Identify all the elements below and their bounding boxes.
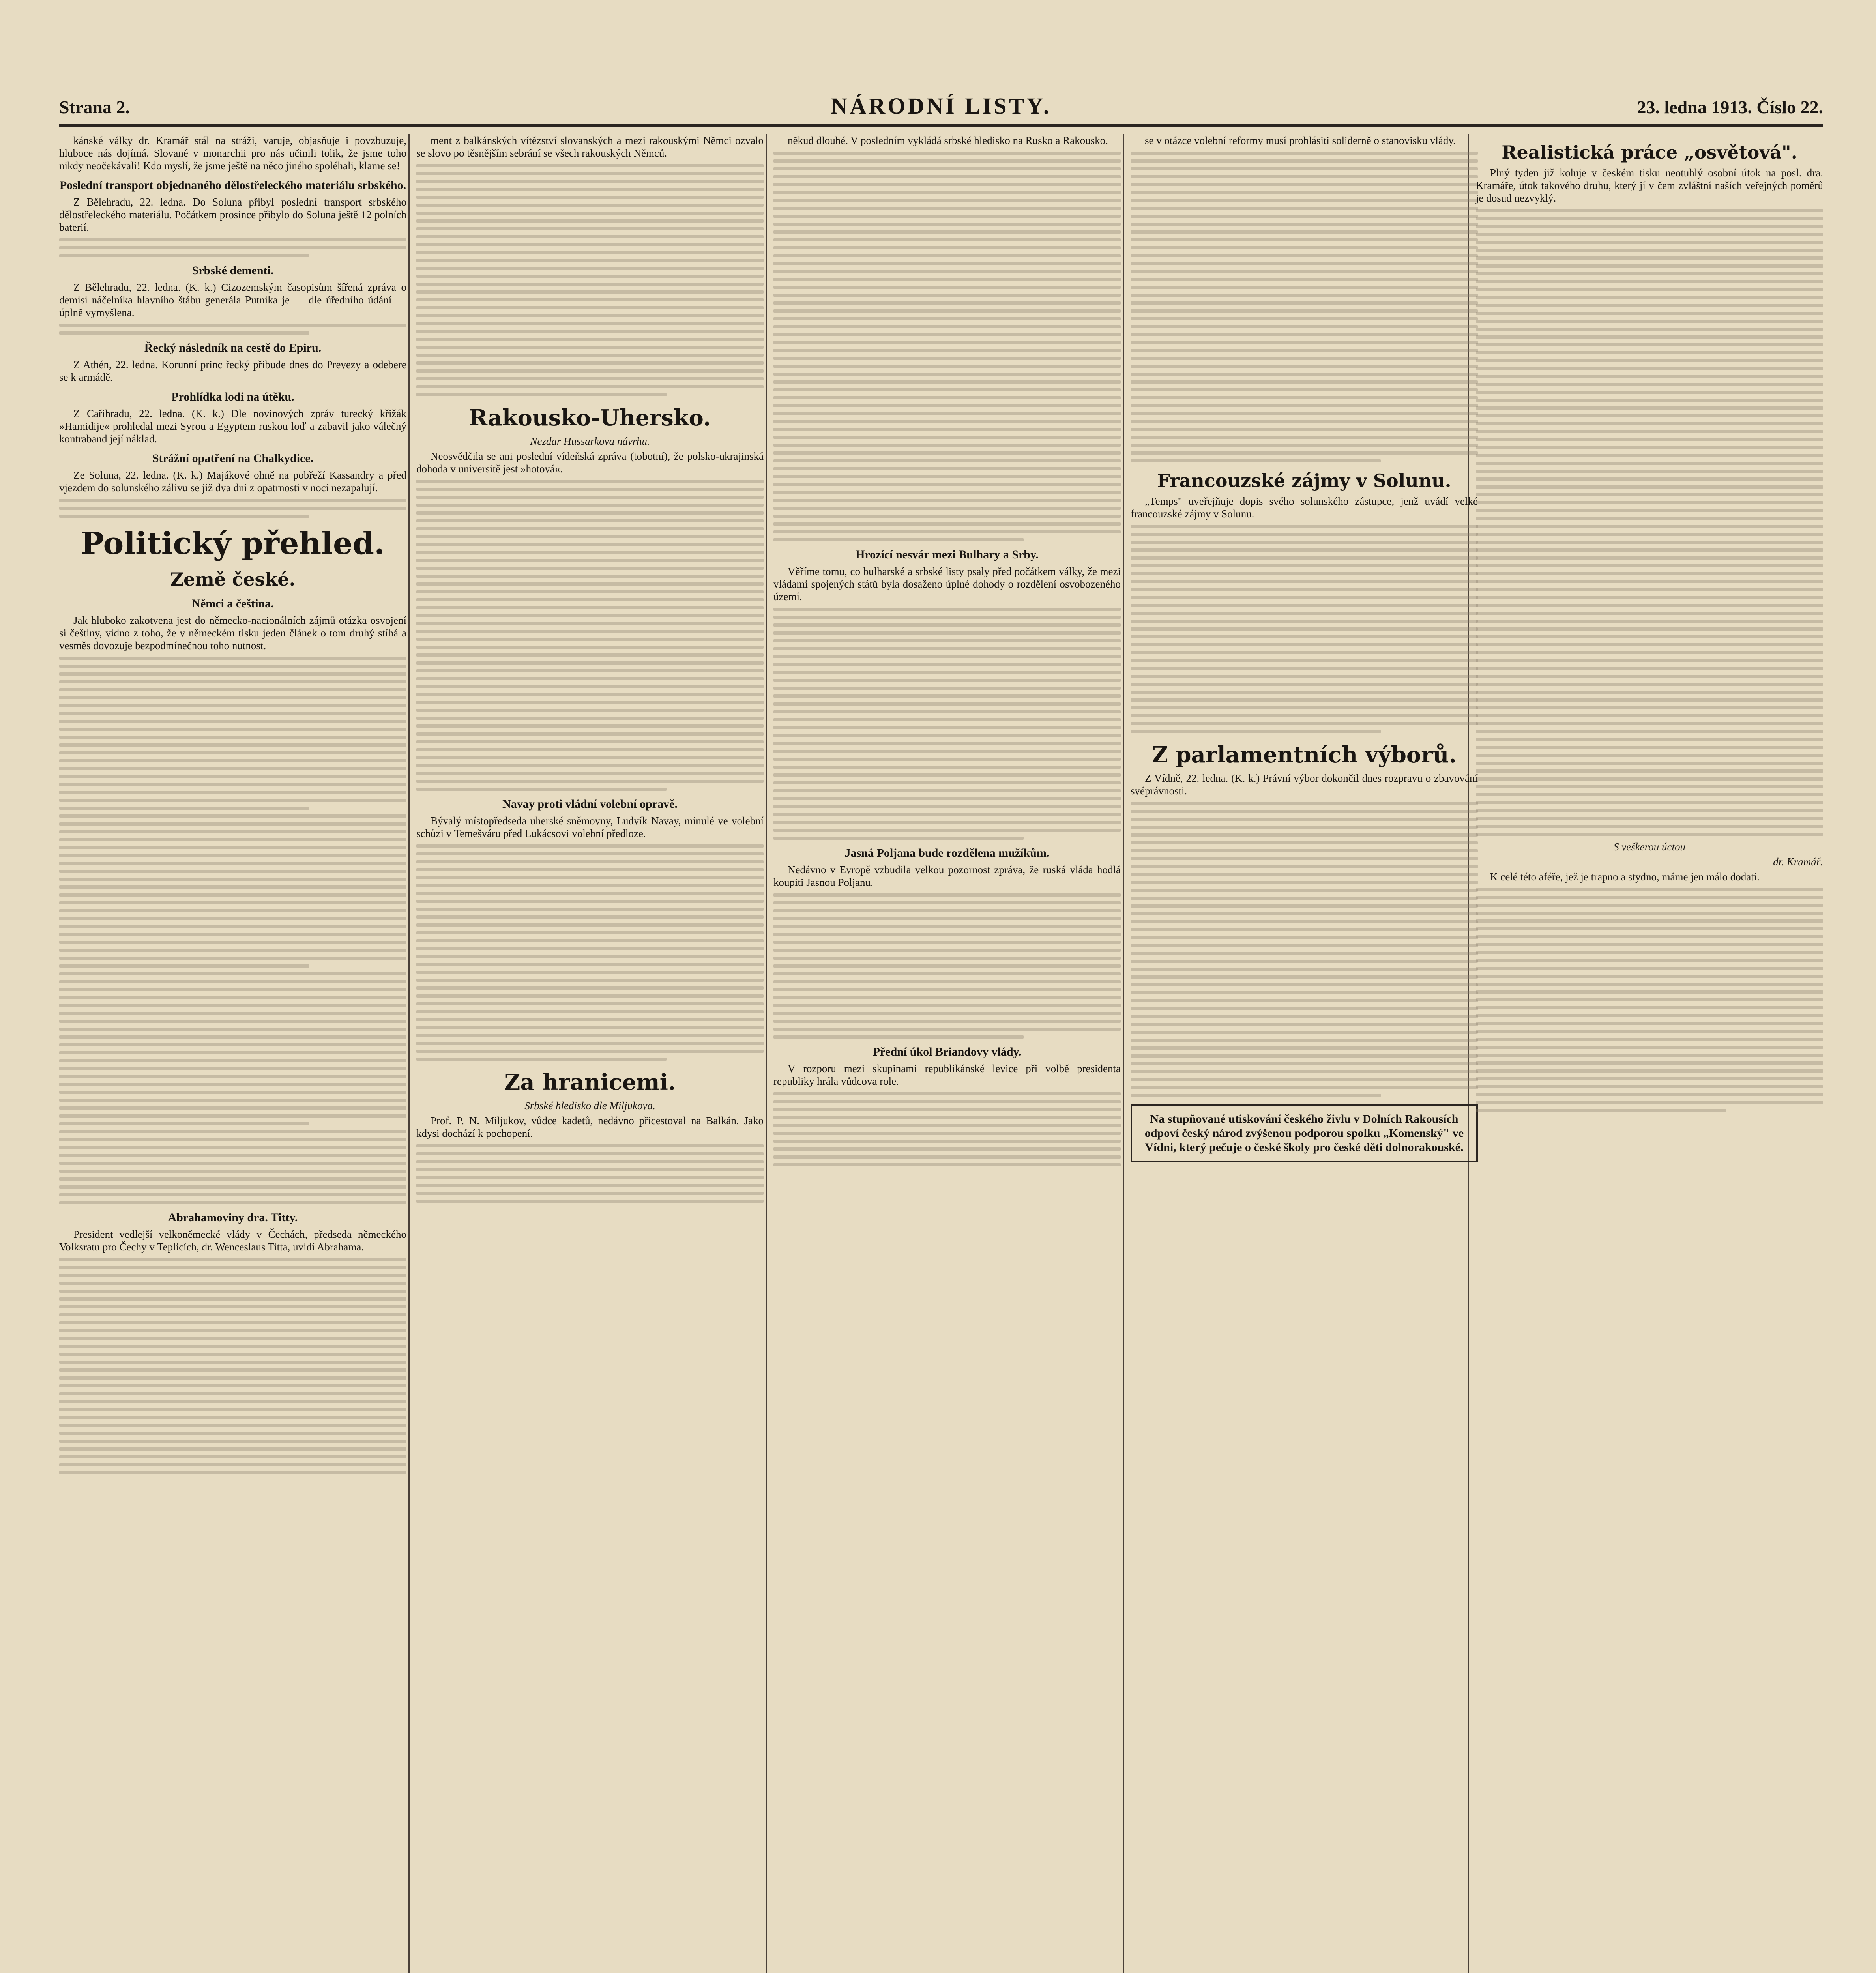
article-continuation: někud dlouhé. V posledním vykládá srbské hledisko na Rusko a Rakousko. — [788, 135, 1108, 146]
article-hrozici: Věříme tomu, co bulharské a srbské listy psaly před počátkem války, že mezi vládami spojených států byla dosaženo úplné dohody o rozdělení osvobozeného území. — [773, 565, 1121, 603]
section-heading: Rakousko-Uhersko. — [469, 405, 711, 431]
text-filler — [59, 1258, 406, 1474]
text-filler — [59, 324, 406, 335]
column-rule — [408, 134, 410, 1973]
article-epir: Z Athén, 22. ledna. Korunní princ řecký přibude dnes do Prevezy a odebere se k armádě. — [59, 359, 406, 383]
column-rule — [766, 134, 767, 1973]
text-filler — [1476, 888, 1823, 1112]
text-filler — [416, 480, 764, 791]
article-subheading: Nezdar Hussarkova návrhu. — [530, 435, 650, 447]
column-4 — [1131, 134, 1478, 1162]
column-5 — [1476, 134, 1823, 1117]
section-heading: Politický přehled. — [81, 526, 385, 562]
letter-closing: S veškerou úctou — [1614, 841, 1685, 853]
page-header — [59, 93, 1823, 127]
text-filler — [416, 1144, 764, 1203]
section-heading: Za hranicemi. — [504, 1069, 676, 1095]
text-filler — [59, 499, 406, 518]
issue-date: 23. ledna 1913. Číslo 22. — [1637, 97, 1823, 117]
headline-jasna-poljana: Jasná Poljana bude rozdělena mužíkům. — [844, 846, 1050, 859]
article-utek: Z Cařihradu, 22. ledna. (K. k.) Dle novinových zpráv turecký křižák »Hamidije« prohledal mezi Syrou a Egyptem ruskou loď a zabavil jako válečný kontraband její náklad. — [59, 408, 406, 445]
article-nemci: Jak hluboko zakotvena jest do německo-nacionálních zájmů otázka osvojení si češtiny, vidno z toho, že v německém tisku jeden článek o tom druhý stíhá a vesměs dovozuje bezpodmínečnou toho nutnost. — [59, 614, 406, 651]
text-filler — [773, 152, 1121, 541]
headline-nemci: Němci a čeština. — [192, 597, 274, 610]
column-rule — [1123, 134, 1124, 1973]
article-continuation: kánské války dr. Kramář stál na stráži, varuje, objasňuje i povzbuzuje, hluboce nás dojímá. Slované v monarchii pro nás učinili tolik, že jsme toho nikdy neočekávali! Kdo myslí, že jsme ještě na něco jiného spoléhali, klame se! — [59, 135, 406, 172]
text-filler — [773, 608, 1121, 840]
text-filler — [1131, 152, 1478, 462]
article-realisticka-prace: Plný tyden již koluje v českém tisku neotuhlý osobní útok na posl. dra. Kramáře, útok takového druhu, který jí v čem zvláštní naších veřejných poměrů je dosud nezvyklý. — [1476, 167, 1823, 204]
column-2 — [416, 134, 764, 1207]
text-filler — [1131, 525, 1478, 733]
text-filler — [773, 893, 1121, 1039]
headline-dementi: Srbské dementi. — [192, 264, 274, 277]
text-filler — [416, 164, 764, 396]
article-dementi: Z Bělehradu, 22. ledna. (K. k.) Cizozemským časopisům šířená zpráva o demisi náčelníka hlavního štábu generála Putnika je — dle úředního údání — úplně vymyšlena. — [59, 281, 406, 318]
section-heading: Z parlamentních výborů. — [1152, 742, 1457, 768]
article-jasna-poljana: Nedávno v Evropě vzbudila velkou pozornost zpráva, že ruská vláda hodlá koupiti Jasnou Poljanu. — [773, 864, 1121, 888]
article-hussarek: Neosvědčila se ani poslední vídeňská zpráva (tobotní), že polsko-ukrajinská dohoda v universitě jest »hotová«. — [416, 450, 764, 475]
masthead-title: NÁRODNÍ LISTY. — [831, 93, 1052, 119]
headline-hrozici: Hrozící nesvár mezi Bulhary a Srby. — [856, 548, 1039, 561]
article-briand: V rozporu mezi skupinami republikánské levice při volbě presidenta republiky hrála vůdcova role. — [773, 1063, 1121, 1087]
text-filler — [59, 657, 406, 1204]
text-filler — [1476, 209, 1823, 836]
headline-utek: Prohlídka lodi na útěku. — [171, 390, 294, 403]
subsection-heading: Země české. — [170, 569, 296, 590]
article-continuation: ment z balkánských vítězství slovanských a mezi rakouskými Němci ozvalo se slovo po těsnějším sebrání se všech rakouských Němců. — [416, 135, 764, 159]
headline-abraham: Abrahamoviny dra. Titty. — [168, 1211, 298, 1224]
article-continuation: se v otázce volební reformy musí prohlásiti soliderně o stanovisku vlády. — [1145, 135, 1456, 146]
komensky-notice: Na stupňované utiskování českého živlu v Dolních Rakousích odpoví český národ zvýšenou podporou spolku „Komenský" ve Vídni, který pečuje o české školy pro české děti dolnorakouské. — [1131, 1104, 1478, 1162]
headline-epir: Řecký následník na cestě do Epiru. — [144, 341, 322, 354]
article-miljukov: Prof. P. N. Miljukov, vůdce kadetů, nedávno přicestoval na Balkán. Jako kdysi dochází k pochopení. — [416, 1115, 764, 1139]
letter-signature: dr. Kramář. — [1773, 856, 1823, 868]
headline-chalkydika: Strážní opatření na Chalkydice. — [152, 452, 314, 465]
headline-transport: Poslední transport objednaného dělostřeleckého materiálu srbského. — [59, 179, 406, 192]
headline-briand: Přední úkol Briandovy vlády. — [872, 1045, 1022, 1058]
text-filler — [416, 844, 764, 1061]
article-parlament: Z Vídně, 22. ledna. (K. k.) Právní výbor dokončil dnes rozpravu o zbavování svéprávnosti. — [1131, 772, 1478, 797]
article-abraham: President vedlejší velkoněmecké vlády v Čechách, předseda německého Volksratu pro Čechy v Teplicích, dr. Wenceslaus Titta, uvidí Abrahama. — [59, 1228, 406, 1253]
text-filler — [773, 1092, 1121, 1166]
article-solun: „Temps" uveřejňuje dopis svého solunského zástupce, jenž uvádí velké francouzské zájmy v Solunu. — [1131, 495, 1478, 520]
text-filler — [1131, 802, 1478, 1097]
article-navay: Bývalý místopředseda uherské sněmovny, Ludvík Navay, minulé ve volební schůzi v Temešváru před Lukácsovi volební předloze. — [416, 815, 764, 839]
article-ending: K celé této aféře, jež je trapno a stydno, máme jen málo dodati. — [1490, 871, 1760, 883]
article-transport: Z Bělehradu, 22. ledna. Do Soluna přibyl poslední transport srbského dělostřeleckého materiálu. Počátkem prosince přibylo do Soluna ještě 12 polních baterií. — [59, 196, 406, 233]
column-3 — [773, 134, 1121, 1171]
headline-solun: Francouzské zájmy v Solunu. — [1157, 470, 1451, 491]
headline-navay: Navay proti vládní volební opravě. — [502, 797, 678, 811]
article-subheading: Srbské hledisko dle Miljukova. — [524, 1100, 655, 1112]
text-filler — [59, 238, 406, 257]
headline-realisticka-prace: Realistická práce „osvětová". — [1502, 142, 1797, 163]
column-1 — [59, 134, 406, 1479]
page-number: Strana 2. — [59, 97, 130, 117]
article-chalkydika: Ze Soluna, 22. ledna. (K. k.) Majákové ohně na pobřeží Kassandry a před vjezdem do solunského zálivu se již dva dni z opatrnosti v noci nezapalují. — [59, 469, 406, 494]
